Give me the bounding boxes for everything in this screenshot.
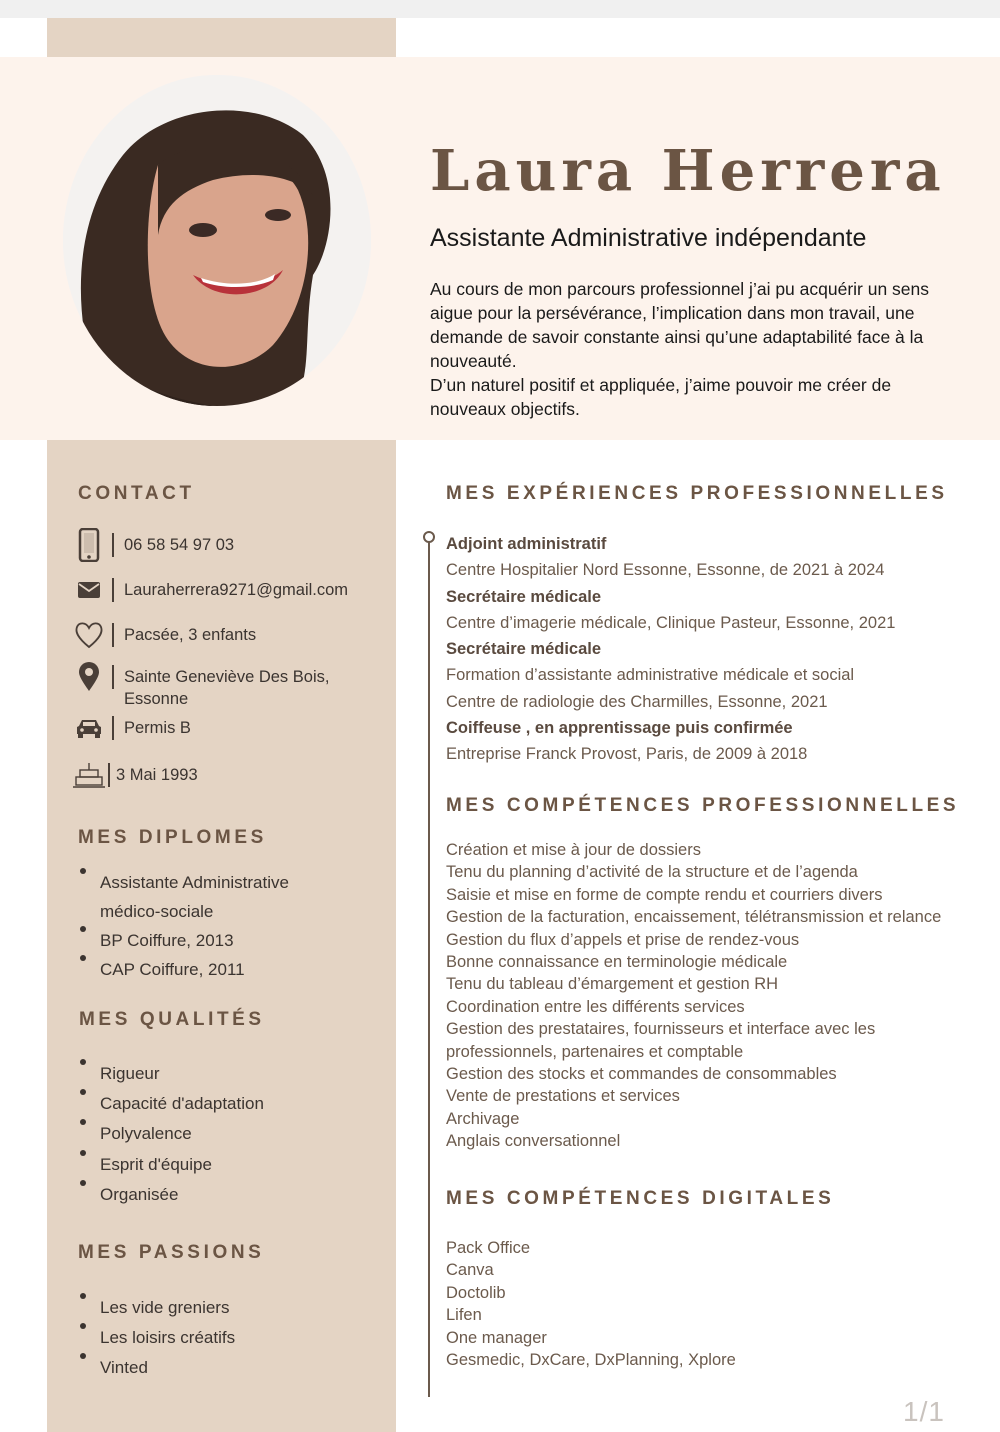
job-details: Centre Hospitalier Nord Essonne, Essonne, de 2021 à 2024 bbox=[446, 561, 885, 579]
separator bbox=[108, 763, 110, 787]
skills-list bbox=[446, 839, 966, 1153]
list-item: Organisée bbox=[78, 1180, 264, 1210]
skill-item: Gestion des stocks et commandes de consommables bbox=[446, 1065, 837, 1084]
skill-item: Tenu du planning d’activité de la structure et de l’agenda bbox=[446, 863, 858, 882]
separator bbox=[112, 623, 114, 647]
family-status: Pacsée, 3 enfants bbox=[124, 626, 257, 644]
job-role: Coiffeuse , en apprentissage puis confirmée bbox=[446, 719, 793, 737]
experience-heading: MES EXPÉRIENCES PROFESSIONNELLES bbox=[446, 483, 948, 504]
phone-icon bbox=[72, 528, 106, 562]
list-item: Capacité d'adaptation bbox=[78, 1089, 264, 1119]
diplomas-list bbox=[78, 868, 378, 984]
contact-birthday bbox=[72, 758, 198, 792]
digital-heading: MES COMPÉTENCES DIGITALES bbox=[446, 1188, 835, 1209]
contact-family bbox=[72, 618, 256, 652]
skill-item: Vente de prestations et services bbox=[446, 1087, 680, 1106]
driving-license: Permis B bbox=[124, 719, 191, 737]
top-bar bbox=[0, 0, 1000, 18]
list-item: Assistante Administrative médico-sociale bbox=[78, 868, 340, 926]
skill-item: Anglais conversationnel bbox=[446, 1132, 621, 1151]
mail-icon bbox=[72, 573, 106, 607]
birth-date: 3 Mai 1993 bbox=[116, 766, 198, 784]
person-name: Laura Herrera bbox=[430, 138, 946, 204]
job-details: Entreprise Franck Provost, Paris, de 2009 à 2018 bbox=[446, 745, 808, 763]
portrait-illustration bbox=[63, 75, 371, 406]
summary-paragraph: D’un naturel positif et appliquée, j’aime pouvoir me créer de nouveaux objectifs. bbox=[430, 375, 892, 419]
digital-skill-item: Lifen bbox=[446, 1306, 482, 1325]
address: Sainte Geneviève Des Bois, Essonne bbox=[124, 668, 330, 708]
job-title: Assistante Administrative indépendante bbox=[430, 224, 867, 252]
list-item: Esprit d'équipe bbox=[78, 1150, 264, 1180]
skill-item: Bonne connaissance en terminologie médicale bbox=[446, 953, 788, 972]
passions-heading: MES PASSIONS bbox=[78, 1242, 265, 1263]
contact-address bbox=[72, 660, 354, 710]
list-item: Polyvalence bbox=[78, 1119, 264, 1149]
digital-skill-item: One manager bbox=[446, 1328, 547, 1347]
qualities-list bbox=[78, 1059, 264, 1210]
digital-skill-item: Gesmedic, DxCare, DxPlanning, Xplore bbox=[446, 1351, 736, 1370]
job-details: Centre d’imagerie médicale, Clinique Pasteur, Essonne, 2021 bbox=[446, 613, 896, 632]
page-number: 1/1 bbox=[903, 1396, 945, 1427]
job-role: Adjoint administratif bbox=[446, 535, 607, 553]
qualities-heading: MES QUALITÉS bbox=[79, 1009, 265, 1030]
contact-email bbox=[72, 573, 348, 607]
contact-license bbox=[72, 711, 191, 745]
separator bbox=[112, 578, 114, 602]
skill-item: Gestion de la facturation, encaissement, télétransmission et relance bbox=[446, 908, 942, 927]
job-details: Formation d’assistante administrative médicale et social bbox=[446, 666, 855, 684]
skill-item: Gestion du flux d’appels et prise de rendez-vous bbox=[446, 930, 800, 949]
heart-icon bbox=[72, 618, 106, 652]
digital-skills-list bbox=[446, 1237, 966, 1371]
contact-heading: CONTACT bbox=[78, 483, 195, 504]
skill-item: Saisie et mise en forme de compte rendu et courriers divers bbox=[446, 885, 883, 904]
separator bbox=[112, 665, 114, 689]
profile-photo bbox=[63, 75, 371, 406]
list-item: Rigueur bbox=[78, 1059, 264, 1089]
summary-paragraph: Au cours de mon parcours professionnel j’ai pu acquérir un sens aigue pour la persévérance, l’implication dans mon travail, une demande de savoir constante ainsi qu’une adaptabilité face à la nouveauté. bbox=[430, 279, 930, 371]
list-item: CAP Coiffure, 2011 bbox=[78, 955, 378, 984]
email-address[interactable]: Lauraherrera9271@gmail.com bbox=[124, 581, 349, 599]
timeline-dot bbox=[423, 531, 435, 543]
birthday-cake-icon bbox=[72, 758, 106, 792]
timeline-line bbox=[428, 537, 430, 1397]
skill-item: Tenu du tableau d’émargement et gestion RH bbox=[446, 975, 779, 994]
skill-item: Gestion des prestataires, fournisseurs et interface avec les professionnels, partenaires et comptable bbox=[446, 1020, 876, 1061]
experience-list bbox=[446, 531, 986, 768]
list-item: BP Coiffure, 2013 bbox=[78, 926, 378, 955]
list-item: Vinted bbox=[78, 1353, 235, 1383]
list-item: Les vide greniers bbox=[78, 1293, 235, 1323]
sidebar-top-strip bbox=[47, 18, 396, 58]
contact-phone bbox=[72, 528, 234, 562]
digital-skill-item: Canva bbox=[446, 1261, 494, 1280]
passions-list bbox=[78, 1293, 235, 1383]
skill-item: Archivage bbox=[446, 1109, 520, 1128]
skill-item: Création et mise à jour de dossiers bbox=[446, 841, 701, 859]
separator bbox=[112, 716, 114, 740]
skills-heading: MES COMPÉTENCES PROFESSIONNELLES bbox=[446, 795, 960, 816]
separator bbox=[112, 533, 114, 557]
list-item: Les loisirs créatifs bbox=[78, 1323, 235, 1353]
digital-skill-item: Pack Office bbox=[446, 1239, 531, 1257]
car-icon bbox=[72, 711, 106, 745]
location-pin-icon bbox=[72, 660, 106, 694]
profile-summary bbox=[430, 277, 950, 421]
digital-skill-item: Doctolib bbox=[446, 1283, 506, 1302]
diplomas-heading: MES DIPLOMES bbox=[78, 827, 267, 848]
skill-item: Coordination entre les différents services bbox=[446, 997, 745, 1016]
job-role: Secrétaire médicale bbox=[446, 587, 602, 606]
job-role: Secrétaire médicale bbox=[446, 640, 602, 658]
phone-number[interactable]: 06 58 54 97 03 bbox=[124, 536, 235, 554]
job-details: Centre de radiologie des Charmilles, Essonne, 2021 bbox=[446, 692, 828, 711]
